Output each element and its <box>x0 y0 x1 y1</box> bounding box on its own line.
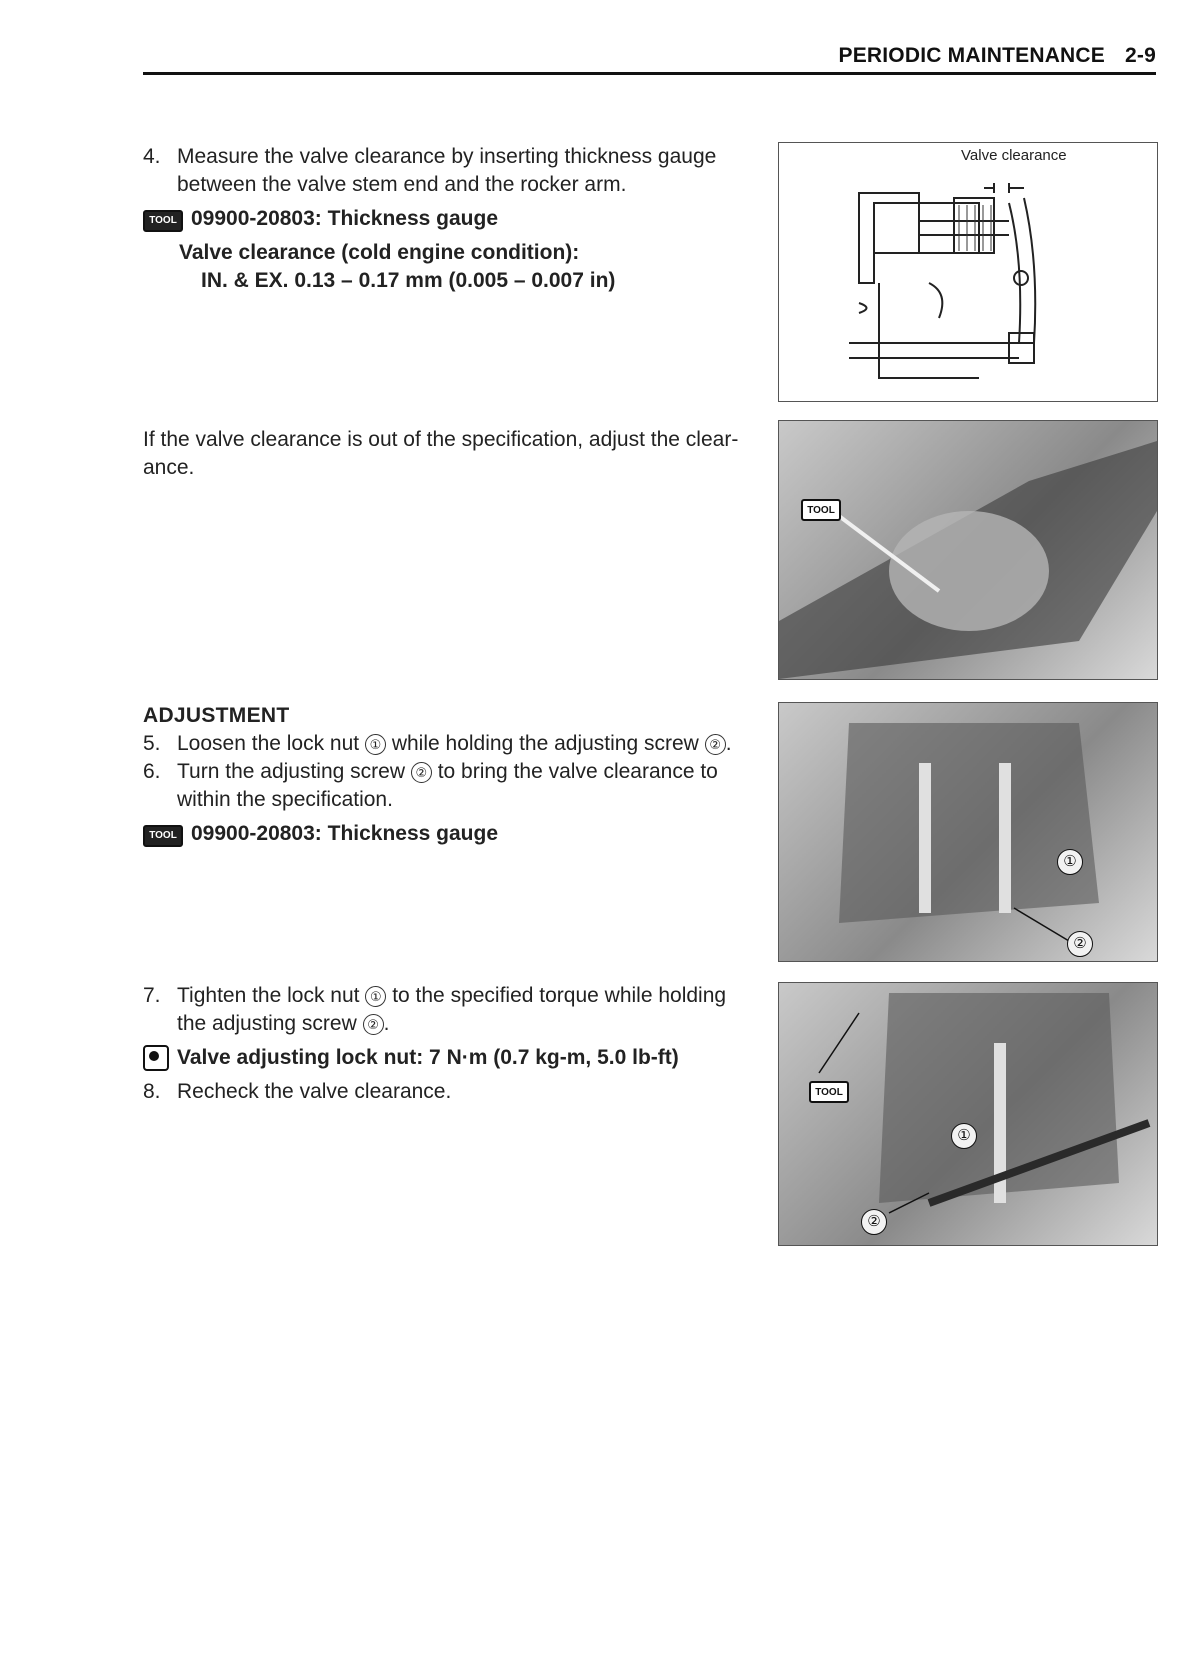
tool-name: 09900-20803: Thickness gauge <box>191 207 499 230</box>
callout-2: ② <box>411 762 432 783</box>
step-text-a: Loosen the lock nut <box>177 732 360 755</box>
tool-line <box>143 205 753 233</box>
tool-line <box>143 820 753 848</box>
step-4-block <box>143 143 753 295</box>
adjustment-heading: ADJUSTMENT <box>143 704 290 727</box>
step-7-block <box>143 982 753 1106</box>
photo-shading <box>779 983 1157 1245</box>
running-header <box>838 44 1156 68</box>
spec-title: Valve clearance (cold engine condition): <box>179 241 580 264</box>
step-text-c: . <box>383 1012 390 1035</box>
photo-shading <box>779 703 1157 961</box>
step-text-c: . <box>725 732 732 755</box>
tool-icon: TOOL <box>143 210 183 232</box>
adjustment-block <box>143 702 753 848</box>
step-text-a: Tighten the lock nut <box>177 984 360 1007</box>
callout-2: ② <box>705 734 726 755</box>
torque-spec: Valve adjusting lock nut: 7 N·m (0.7 kg-m, 5.0 lb-ft) <box>177 1046 679 1069</box>
torque-wrench-icon <box>143 1045 169 1071</box>
header-rule <box>143 72 1156 75</box>
section-title: PERIODIC MAINTENANCE <box>838 44 1105 67</box>
callout-1: ① <box>365 734 386 755</box>
callout-2: ② <box>861 1209 887 1235</box>
step-7 <box>143 982 753 1038</box>
torque-lock-nut-photo <box>778 982 1158 1246</box>
valve-diagram-drawing <box>779 143 1157 401</box>
spec-value: IN. & EX. 0.13 – 0.17 mm (0.005 – 0.007 in) <box>201 269 616 292</box>
step-text-b: to the specified torque while holding the adjusting screw <box>177 984 727 1035</box>
tool-name: 09900-20803: Thickness gauge <box>191 822 499 845</box>
photo-shading <box>779 421 1157 679</box>
callout-1: ① <box>1057 849 1083 875</box>
out-of-spec-note: If the valve clearance is out of the specification, adjust the clear-ance. <box>143 428 739 479</box>
torque-line <box>143 1044 753 1072</box>
valve-clearance-diagram <box>778 142 1158 402</box>
step-text-b: while holding the adjusting screw <box>391 732 699 755</box>
step-text-b: to bring the valve clearance to within the specification. <box>177 760 718 811</box>
step-number: 4. <box>143 145 161 168</box>
step-text: Recheck the valve clearance. <box>177 1080 452 1103</box>
step-number: 7. <box>143 984 161 1007</box>
tool-icon: TOOL <box>143 825 183 847</box>
step-number: 8. <box>143 1080 161 1103</box>
callout-2: ② <box>363 1014 384 1035</box>
page-number: 2-9 <box>1125 44 1156 67</box>
diagram-label: Valve clearance <box>961 147 1067 164</box>
step-5 <box>143 730 753 758</box>
callout-1: ① <box>951 1123 977 1149</box>
tool-label: TOOL <box>801 499 841 521</box>
adjusting-screw-photo <box>778 702 1158 962</box>
step-8 <box>143 1078 753 1106</box>
step-number: 5. <box>143 732 161 755</box>
step-4 <box>143 143 753 199</box>
callout-2: ② <box>1067 931 1093 957</box>
step-text-a: Turn the adjusting screw <box>177 760 405 783</box>
step-text: Measure the valve clearance by inserting thickness gauge between the valve stem end and the rocker arm. <box>177 145 717 196</box>
tool-label: TOOL <box>809 1081 849 1103</box>
callout-1: ① <box>365 986 386 1007</box>
step-6 <box>143 758 753 814</box>
thickness-gauge-photo <box>778 420 1158 680</box>
step-number: 6. <box>143 760 161 783</box>
